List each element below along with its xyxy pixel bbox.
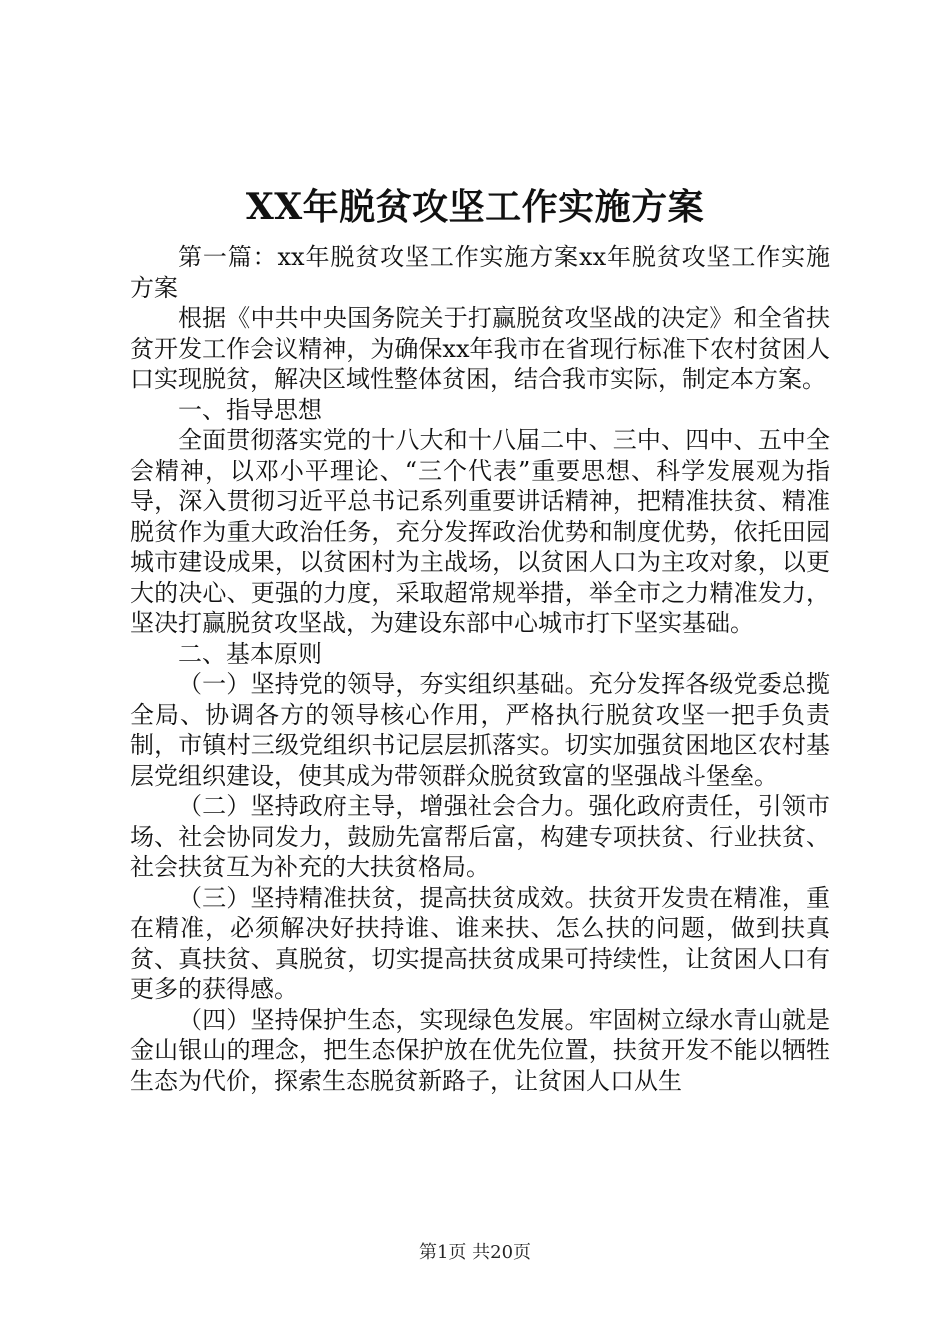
paragraph-intro-title: 第一篇：xx年脱贫攻坚工作实施方案xx年脱贫攻坚工作实施方案 — [130, 243, 830, 302]
page-footer: 第1页 共20页 — [418, 1242, 532, 1263]
paragraph-principle-4: （四）坚持保护生态，实现绿色发展。牢固树立绿水青山就是金山银山的理念，把生态保护放在优先位置，扶贫开发不能以牺牲生态为代价，探索生态脱贫新路子，让贫困人口从生 — [130, 1005, 830, 1095]
paragraph-principle-2: （二）坚持政府主导，增强社会合力。强化政府责任，引领市场、社会协同发力，鼓励先富帮后富，构建专项扶贫、行业扶贫、社会扶贫互为补充的大扶贫格局。 — [130, 792, 830, 881]
paragraph-principle-1: （一）坚持党的领导，夯实组织基础。充分发挥各级党委总揽全局、协调各方的领导核心作用，严格执行脱贫攻坚一把手负责制，市镇村三级党组织书记层层抓落实。切实加强贫困地区农村基层党组织建设，使其成为带领群众脱贫致富的坚强战斗堡垒。 — [130, 670, 830, 790]
paragraph-guiding-ideology: 全面贯彻落实党的十八大和十八届二中、三中、四中、五中全会精神，以邓小平理论、“三个代表”重要思想、科学发展观为指导，深入贯彻习近平总书记系列重要讲话精神，把精准扶贫、精准脱贫作为重大政治任务，充分发挥政治优势和制度优势，依托田园城市建设成果，以贫困村为主战场，以贫困人口为主攻对象，以更大的决心、更强的力度，采取超常规举措，举全市之力精准发力，坚决打赢脱贫攻坚战，为建设东部中心城市打下坚实基础。 — [130, 426, 830, 637]
document-body — [130, 242, 830, 1096]
section-heading-guiding-ideology: 一、指导思想 — [178, 395, 322, 424]
document-title: XX年脱贫攻坚工作实施方案 — [245, 186, 705, 228]
paragraph-preamble: 根据《中共中央国务院关于打赢脱贫攻坚战的决定》和全省扶贫开发工作会议精神，为确保xx年我市在省现行标准下农村贫困人口实现脱贫，解决区域性整体贫困，结合我市实际，制定本方案。 — [130, 304, 830, 393]
section-heading-basic-principles: 二、基本原则 — [178, 639, 322, 668]
paragraph-principle-3: （三）坚持精准扶贫，提高扶贫成效。扶贫开发贵在精准，重在精准，必须解决好扶持谁、谁来扶、怎么扶的问题，做到扶真贫、真扶贫、真脱贫，切实提高扶贫成果可持续性，让贫困人口有更多的获得感。 — [130, 883, 830, 1003]
